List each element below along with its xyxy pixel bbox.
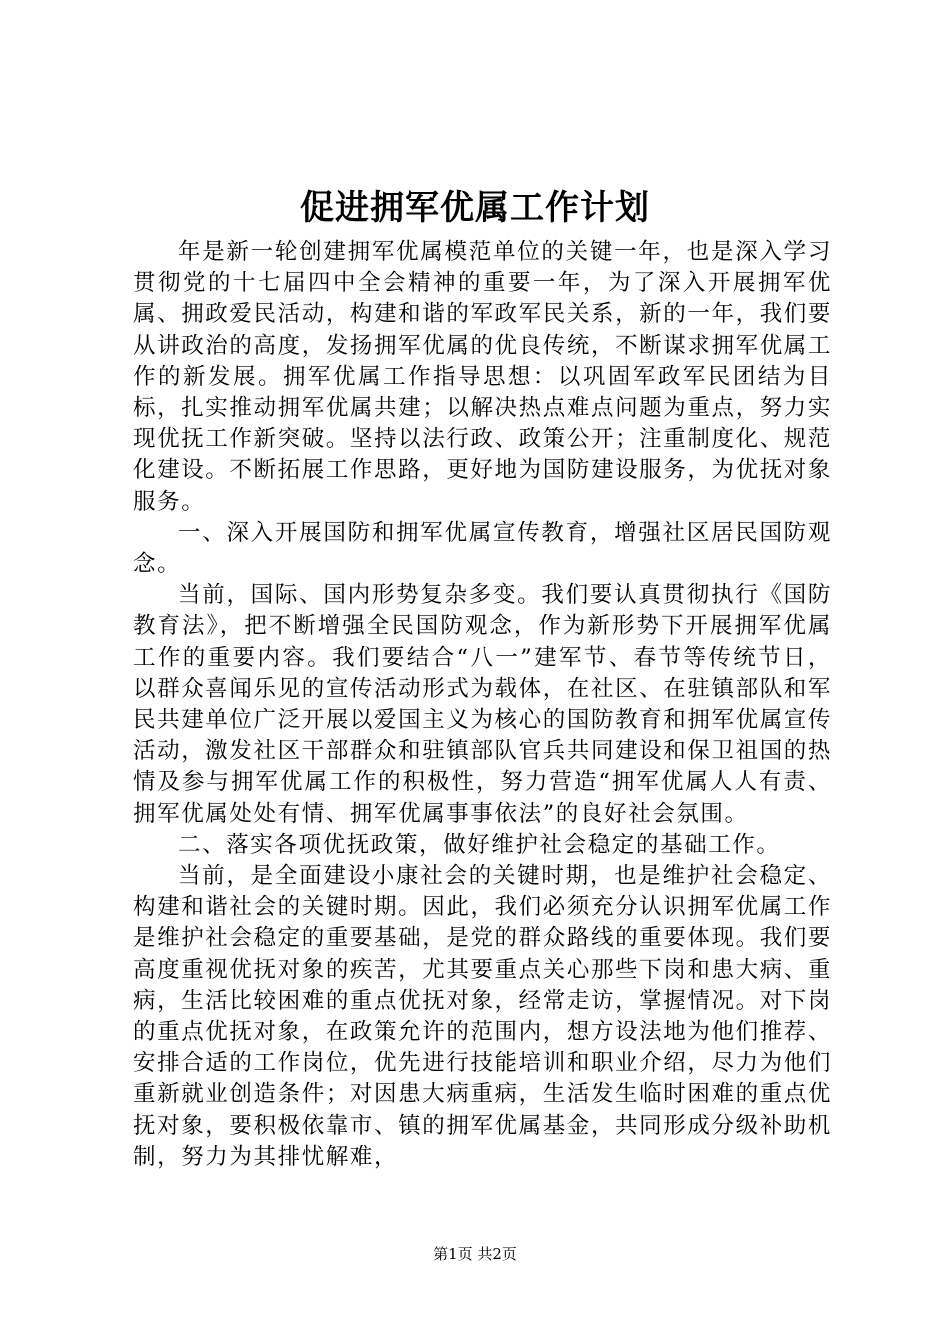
page-total: 共2页 (477, 1245, 517, 1263)
page-footer (0, 1244, 950, 1264)
paragraph-intro: 年是新一轮创建拥军优属模范单位的关键一年，也是深入学习贯彻党的十七届四中全会精神的重要一年，为了深入开展拥军优属、拥政爱民活动，构建和谐的军政军民关系，新的一年，我们要从讲政治的高度，发扬拥军优属的优良传统，不断谋求拥军优属工作的新发展。拥军优属工作指导思想：以巩固军政军民团结为目标，扎实推动拥军优属共建；以解决热点难点问题为重点，努力实现优抚工作新突破。坚持以法行政、政策公开；注重制度化、规范化建设。不断拓展工作思路，更好地为国防建设服务，为优抚对象服务。 (133, 239, 832, 515)
paragraph-national-defense: 当前，国际、国内形势复杂多变。我们要认真贯彻执行《国防教育法》，把不断增强全民国防观念，作为新形势下开展拥军优属工作的重要内容。我们要结合“八一”建军节、春节等传统节日，以群众喜闻乐见的宣传活动形式为载体，在社区、在驻镇部队和军民共建单位广泛开展以爱国主义为核心的国防教育和拥军优属宣传活动，激发社区干部群众和驻镇部队官兵共同建设和保卫祖国的热情及参与拥军优属工作的积极性，努力营造“拥军优属人人有责、拥军优属处处有情、拥军优属事事依法”的良好社会氛围。 (133, 582, 832, 827)
paragraph-heading-1: 一、深入开展国防和拥军优属宣传教育，增强社区居民国防观念。 (133, 519, 832, 578)
document-title: 促进拥军优属工作计划 (300, 188, 650, 228)
page-number: 第1页 (433, 1245, 473, 1263)
paragraph-heading-2: 二、落实各项优抚政策，做好维护社会稳定的基础工作。 (178, 831, 781, 858)
document-body (133, 237, 832, 1173)
paragraph-social-stability: 当前，是全面建设小康社会的关键时期，也是维护社会稳定、构建和谐社会的关键时期。因此，我们必须充分认识拥军优属工作是维护社会稳定的重要基础，是党的群众路线的重要体现。我们要高度重视优抚对象的疾苦，尤其要重点关心那些下岗和患大病、重病，生活比较困难的重点优抚对象，经常走访，掌握情况。对下岗的重点优抚对象，在政策允许的范围内，想方设法地为他们推荐、安排合适的工作岗位，优先进行技能培训和职业介绍，尽力为他们重新就业创造条件；对因患大病重病，生活发生临时困难的重点优抚对象，要积极依靠市、镇的拥军优属基金，共同形成分级补助机制，努力为其排忧解难， (133, 863, 832, 1170)
